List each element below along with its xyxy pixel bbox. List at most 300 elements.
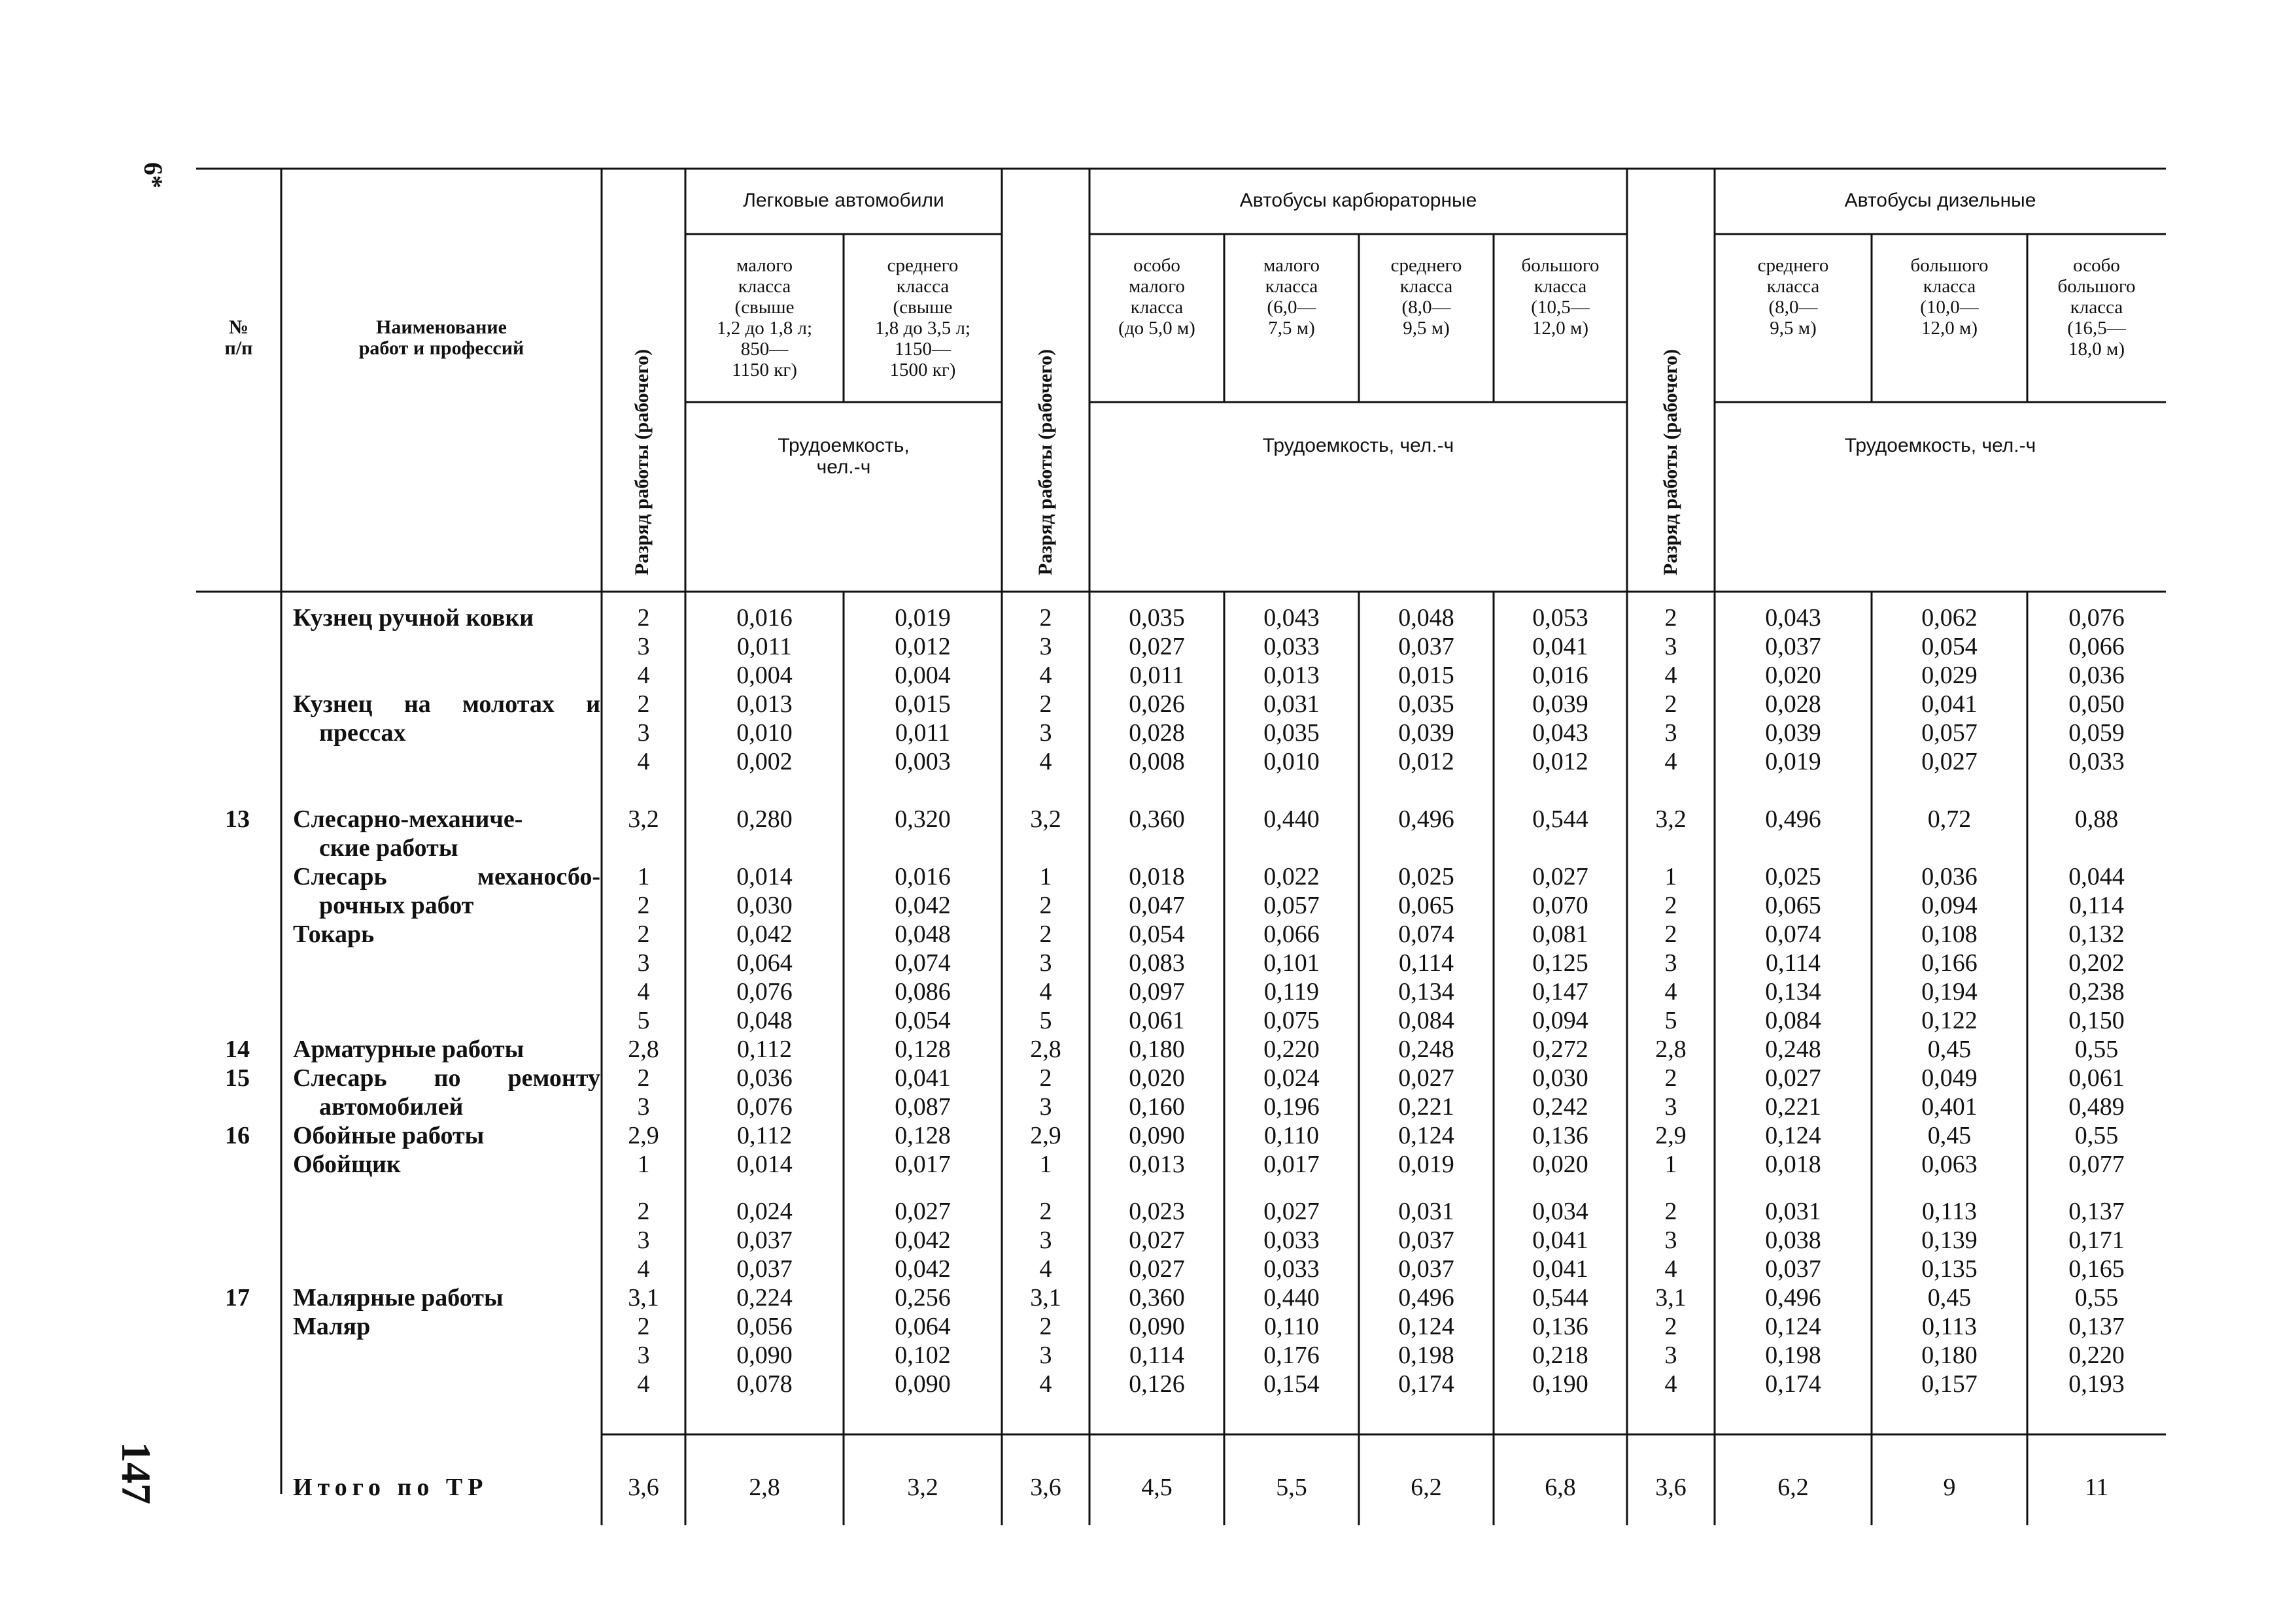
table-row <box>196 920 2166 949</box>
row-number: 16 <box>225 1122 250 1149</box>
row-cell-c-0: 0,076 <box>736 1093 793 1121</box>
row-cell-b-0: 0,090 <box>1129 1313 1185 1340</box>
row-cell-b-3: 0,544 <box>1532 805 1588 833</box>
row-cell-d-0: 0,174 <box>1765 1370 1821 1398</box>
row-cell-b-1: 0,033 <box>1263 1255 1320 1283</box>
table-row <box>196 661 2166 690</box>
row-cell-b-3: 0,034 <box>1532 1198 1588 1225</box>
row-cell-b-0: 0,008 <box>1129 748 1185 775</box>
row-cell-d-1: 0,113 <box>1921 1313 1978 1340</box>
row-cell-b-1: 0,027 <box>1263 1198 1320 1225</box>
row-cell-d-2: 0,044 <box>2068 863 2125 890</box>
row-cell-c-1: 0,016 <box>895 863 951 890</box>
row-cell-b-2: 0,037 <box>1398 1255 1454 1283</box>
row-work-name: рочных работ <box>319 892 474 919</box>
row-cell-d-0: 0,496 <box>1765 1284 1821 1311</box>
row-cell-d-1: 0,108 <box>1921 921 1978 948</box>
row-cell-g1: 1 <box>637 863 650 890</box>
row-cell-b-1: 0,154 <box>1263 1370 1320 1398</box>
row-cell-b-1: 0,440 <box>1263 1284 1320 1311</box>
row-cell-b-2: 0,074 <box>1398 921 1454 948</box>
row-cell-c-1: 0,102 <box>895 1342 951 1369</box>
row-cell-b-0: 0,090 <box>1129 1122 1185 1149</box>
row-work-name: Слесарь по ремонту <box>293 1064 600 1092</box>
row-cell-c-0: 0,037 <box>736 1255 793 1283</box>
row-cell-g3: 1 <box>1664 1151 1677 1178</box>
row-cell-c-0: 0,014 <box>736 1151 793 1178</box>
row-cell-d-1: 0,45 <box>1927 1036 1972 1063</box>
header-grade-col-cars: Разряд работы (рабочего) <box>631 348 653 575</box>
row-cell-g2: 1 <box>1039 1151 1052 1178</box>
row-cell-c-1: 0,128 <box>895 1122 951 1149</box>
row-cell-g1: 3 <box>637 949 650 977</box>
row-cell-d-0: 0,496 <box>1765 805 1821 833</box>
row-cell-b-2: 0,025 <box>1398 863 1454 890</box>
row-cell-b-3: 0,081 <box>1532 921 1588 948</box>
row-cell-b-2: 0,134 <box>1398 978 1454 1006</box>
header-sub-diesel-medium: среднего класса (8,0— 9,5 м) <box>1757 255 1829 339</box>
row-cell-g1: 2 <box>637 690 650 718</box>
row-cell-g2: 3,2 <box>1030 805 1061 833</box>
table-row <box>196 1370 2166 1398</box>
header-labor-cars: Трудоемкость, чел.-ч <box>778 435 910 478</box>
row-cell-c-1: 0,090 <box>895 1370 951 1398</box>
row-work-name: Арматурные работы <box>293 1036 524 1063</box>
row-cell-d-2: 0,076 <box>2068 604 2125 632</box>
row-cell-b-0: 0,027 <box>1129 1226 1185 1254</box>
row-cell-b-0: 0,013 <box>1129 1151 1185 1178</box>
row-cell-d-2: 0,033 <box>2068 748 2125 775</box>
row-cell-b-2: 0,174 <box>1398 1370 1454 1398</box>
table-row <box>196 977 2166 1006</box>
row-cell-b-0: 0,018 <box>1129 863 1185 890</box>
row-cell-g2: 2 <box>1039 604 1052 632</box>
row-cell-d-2: 0,165 <box>2068 1255 2125 1283</box>
row-cell-b-1: 0,220 <box>1263 1036 1320 1063</box>
row-cell-d-2: 0,132 <box>2068 921 2125 948</box>
row-cell-b-1: 0,440 <box>1263 805 1320 833</box>
row-work-name: Кузнец ручной ковки <box>293 604 534 632</box>
row-cell-g3: 2 <box>1664 690 1677 718</box>
row-work-name: прессах <box>319 719 406 747</box>
row-cell-d-0: 0,248 <box>1765 1036 1821 1063</box>
header-labor-diesel: Трудоемкость, чел.-ч <box>1844 435 2036 456</box>
row-work-name: Обойщик <box>293 1151 401 1178</box>
table-row <box>196 1197 2166 1226</box>
row-cell-g1: 3,2 <box>628 805 659 833</box>
row-work-name: ские работы <box>319 834 458 862</box>
row-cell-g3: 4 <box>1664 1255 1677 1283</box>
total-row <box>196 1473 2166 1502</box>
row-cell-b-2: 0,019 <box>1398 1151 1454 1178</box>
row-cell-g3: 2 <box>1664 1064 1677 1092</box>
header-sub-diesel-large: большого класса (10,0— 12,0 м) <box>1910 255 1989 339</box>
row-cell-b-0: 4,5 <box>1141 1474 1173 1501</box>
row-cell-c-0: 0,064 <box>736 949 793 977</box>
row-cell-g2: 4 <box>1039 748 1052 775</box>
row-cell-c-0: 0,014 <box>736 863 793 890</box>
row-cell-g3: 3 <box>1664 719 1677 747</box>
row-cell-d-1: 0,194 <box>1921 978 1978 1006</box>
table-row <box>196 719 2166 747</box>
row-cell-b-0: 0,083 <box>1129 949 1185 977</box>
row-cell-d-1: 0,029 <box>1921 662 1978 689</box>
table-row <box>196 1035 2166 1064</box>
row-cell-c-1: 0,042 <box>895 1255 951 1283</box>
row-cell-g3: 2,8 <box>1655 1036 1687 1063</box>
labor-table <box>196 167 2166 1525</box>
row-cell-b-2: 0,065 <box>1398 892 1454 919</box>
row-cell-c-1: 3,2 <box>907 1474 938 1501</box>
row-work-name: Итого по ТР <box>293 1474 488 1501</box>
row-cell-c-1: 0,042 <box>895 1226 951 1254</box>
row-cell-b-2: 0,198 <box>1398 1342 1454 1369</box>
row-cell-c-0: 0,224 <box>736 1284 793 1311</box>
header-bus-diesel-group: Автобусы дизельные <box>1844 190 2036 211</box>
row-cell-b-0: 0,061 <box>1129 1007 1185 1034</box>
row-cell-b-1: 5,5 <box>1276 1474 1307 1501</box>
row-cell-g2: 3 <box>1039 949 1052 977</box>
row-cell-g1: 2 <box>637 604 650 632</box>
row-cell-c-1: 0,054 <box>895 1007 951 1034</box>
row-cell-d-0: 0,018 <box>1765 1151 1821 1178</box>
row-cell-g3: 3,2 <box>1655 805 1687 833</box>
row-cell-c-0: 0,002 <box>736 748 793 775</box>
table-row <box>196 1092 2166 1121</box>
row-cell-b-2: 0,037 <box>1398 1226 1454 1254</box>
row-cell-d-1: 0,036 <box>1921 863 1978 890</box>
table-row <box>196 1226 2166 1255</box>
table-row <box>196 1283 2166 1312</box>
row-cell-d-0: 0,039 <box>1765 719 1821 747</box>
row-cell-b-0: 0,023 <box>1129 1198 1185 1225</box>
row-cell-c-1: 0,064 <box>895 1313 951 1340</box>
row-cell-b-1: 0,024 <box>1263 1064 1320 1092</box>
row-cell-g1: 2,9 <box>628 1122 659 1149</box>
table-row <box>196 1255 2166 1283</box>
row-cell-c-1: 0,041 <box>895 1064 951 1092</box>
row-cell-b-2: 0,496 <box>1398 805 1454 833</box>
row-cell-g1: 2 <box>637 1313 650 1340</box>
row-cell-c-0: 0,056 <box>736 1313 793 1340</box>
row-cell-g1: 2 <box>637 921 650 948</box>
table-row <box>196 862 2166 891</box>
row-cell-d-0: 0,028 <box>1765 690 1821 718</box>
row-cell-g1: 3 <box>637 1093 650 1121</box>
table-row <box>196 1312 2166 1341</box>
row-cell-b-2: 0,039 <box>1398 719 1454 747</box>
row-cell-g1: 3 <box>637 1226 650 1254</box>
row-cell-b-2: 0,114 <box>1398 949 1454 977</box>
row-cell-g3: 3 <box>1664 1093 1677 1121</box>
row-cell-d-1: 0,057 <box>1921 719 1978 747</box>
header-labor-carb: Трудоемкость, чел.-ч <box>1262 435 1454 456</box>
row-cell-b-3: 0,544 <box>1532 1284 1588 1311</box>
row-work-name: Маляр <box>293 1313 371 1340</box>
row-cell-b-1: 0,176 <box>1263 1342 1320 1369</box>
row-cell-c-1: 0,256 <box>895 1284 951 1311</box>
row-cell-d-2: 0,55 <box>2074 1036 2119 1063</box>
row-cell-d-2: 0,55 <box>2074 1284 2119 1311</box>
row-cell-d-2: 11 <box>2084 1474 2109 1501</box>
table-row <box>196 834 2166 862</box>
row-cell-d-1: 0,027 <box>1921 748 1978 775</box>
row-work-name: Малярные работы <box>293 1284 504 1311</box>
row-cell-c-0: 0,112 <box>736 1036 793 1063</box>
row-cell-g3: 4 <box>1664 978 1677 1006</box>
header-sub-carb-extra-small: особо малого класса (до 5,0 м) <box>1118 255 1195 339</box>
row-cell-b-2: 0,496 <box>1398 1284 1454 1311</box>
row-cell-d-1: 0,049 <box>1921 1064 1978 1092</box>
row-cell-b-2: 0,031 <box>1398 1198 1454 1225</box>
row-cell-g3: 3,1 <box>1655 1284 1687 1311</box>
row-cell-d-2: 0,050 <box>2068 690 2125 718</box>
table-row <box>196 603 2166 632</box>
header-sub-carb-large: большого класса (10,5— 12,0 м) <box>1521 255 1600 339</box>
row-cell-g2: 2 <box>1039 1198 1052 1225</box>
row-cell-b-0: 0,360 <box>1129 805 1185 833</box>
row-cell-b-3: 0,012 <box>1532 748 1588 775</box>
row-cell-d-0: 0,025 <box>1765 863 1821 890</box>
row-cell-b-2: 0,048 <box>1398 604 1454 632</box>
row-cell-b-1: 0,196 <box>1263 1093 1320 1121</box>
row-cell-g2: 2,8 <box>1030 1036 1061 1063</box>
row-cell-c-1: 0,012 <box>895 633 951 660</box>
row-cell-b-2: 0,084 <box>1398 1007 1454 1034</box>
row-cell-b-2: 0,124 <box>1398 1313 1454 1340</box>
table-row <box>196 1341 2166 1370</box>
row-cell-d-2: 0,137 <box>2068 1198 2125 1225</box>
row-cell-b-2: 6,2 <box>1411 1474 1442 1501</box>
row-cell-g2: 5 <box>1039 1007 1052 1034</box>
row-cell-g3: 2 <box>1664 1313 1677 1340</box>
row-cell-g1: 2 <box>637 892 650 919</box>
row-cell-d-2: 0,077 <box>2068 1151 2125 1178</box>
row-cell-g1: 3 <box>637 1342 650 1369</box>
row-cell-d-2: 0,55 <box>2074 1122 2119 1149</box>
row-cell-d-0: 0,031 <box>1765 1198 1821 1225</box>
row-cell-g1: 3 <box>637 633 650 660</box>
row-cell-c-0: 0,024 <box>736 1198 793 1225</box>
row-cell-b-0: 0,097 <box>1129 978 1185 1006</box>
row-cell-g1: 4 <box>637 1255 650 1283</box>
row-cell-d-2: 0,220 <box>2068 1342 2125 1369</box>
table-row <box>196 1121 2166 1150</box>
row-cell-b-2: 0,012 <box>1398 748 1454 775</box>
row-cell-b-1: 0,119 <box>1263 978 1320 1006</box>
row-cell-b-3: 0,147 <box>1532 978 1588 1006</box>
row-cell-d-1: 9 <box>1943 1474 1956 1501</box>
row-cell-d-0: 0,043 <box>1765 604 1821 632</box>
row-cell-g3: 4 <box>1664 1370 1677 1398</box>
row-cell-g1: 4 <box>637 1370 650 1398</box>
row-cell-d-1: 0,094 <box>1921 892 1978 919</box>
row-cell-g1: 1 <box>637 1151 650 1178</box>
row-cell-b-3: 0,094 <box>1532 1007 1588 1034</box>
row-cell-b-2: 0,248 <box>1398 1036 1454 1063</box>
row-cell-b-1: 0,110 <box>1263 1313 1320 1340</box>
row-cell-b-3: 0,053 <box>1532 604 1588 632</box>
row-cell-d-1: 0,401 <box>1921 1093 1978 1121</box>
page-number: 147 <box>113 1442 160 1504</box>
row-cell-d-0: 0,124 <box>1765 1122 1821 1149</box>
row-cell-g2: 2 <box>1039 690 1052 718</box>
header-sub-diesel-extra-large: особо большого класса (16,5— 18,0 м) <box>2057 255 2136 360</box>
row-cell-g2: 3 <box>1039 633 1052 660</box>
row-cell-d-0: 0,134 <box>1765 978 1821 1006</box>
row-cell-d-2: 0,171 <box>2068 1226 2125 1254</box>
row-work-name: Кузнец на молотах и <box>293 690 600 718</box>
row-cell-c-1: 0,086 <box>895 978 951 1006</box>
row-cell-b-3: 0,041 <box>1532 1226 1588 1254</box>
row-cell-g1: 3,6 <box>628 1474 659 1501</box>
row-cell-d-2: 0,059 <box>2068 719 2125 747</box>
row-cell-c-1: 0,003 <box>895 748 951 775</box>
row-cell-c-1: 0,011 <box>895 719 951 747</box>
row-cell-c-0: 0,112 <box>736 1122 793 1149</box>
row-cell-g1: 2 <box>637 1064 650 1092</box>
row-cell-g2: 4 <box>1039 662 1052 689</box>
row-cell-g3: 2,9 <box>1655 1122 1687 1149</box>
row-cell-c-0: 0,030 <box>736 892 793 919</box>
row-cell-b-3: 0,190 <box>1532 1370 1588 1398</box>
row-cell-b-1: 0,033 <box>1263 633 1320 660</box>
row-number: 14 <box>225 1036 250 1063</box>
row-cell-b-2: 0,027 <box>1398 1064 1454 1092</box>
row-cell-b-1: 0,075 <box>1263 1007 1320 1034</box>
row-cell-b-1: 0,031 <box>1263 690 1320 718</box>
row-cell-d-2: 0,066 <box>2068 633 2125 660</box>
row-cell-c-0: 0,036 <box>736 1064 793 1092</box>
row-cell-b-1: 0,110 <box>1263 1122 1320 1149</box>
row-cell-c-0: 0,037 <box>736 1226 793 1254</box>
row-number: 15 <box>225 1064 250 1092</box>
row-cell-g2: 4 <box>1039 1255 1052 1283</box>
row-cell-g3: 2 <box>1664 604 1677 632</box>
row-cell-b-0: 0,027 <box>1129 633 1185 660</box>
row-cell-c-1: 0,048 <box>895 921 951 948</box>
row-cell-g1: 3 <box>637 719 650 747</box>
row-cell-c-0: 2,8 <box>749 1474 780 1501</box>
row-cell-b-0: 0,160 <box>1129 1093 1185 1121</box>
row-cell-b-3: 0,020 <box>1532 1151 1588 1178</box>
table-row <box>196 690 2166 719</box>
row-cell-b-3: 0,041 <box>1532 633 1588 660</box>
row-cell-b-0: 0,047 <box>1129 892 1185 919</box>
table-row <box>196 1150 2166 1179</box>
row-cell-c-1: 0,320 <box>895 805 951 833</box>
row-cell-b-3: 0,043 <box>1532 719 1588 747</box>
row-cell-g3: 4 <box>1664 662 1677 689</box>
row-cell-d-0: 0,065 <box>1765 892 1821 919</box>
row-cell-c-0: 0,078 <box>736 1370 793 1398</box>
row-cell-g2: 3 <box>1039 1093 1052 1121</box>
row-cell-d-1: 0,72 <box>1927 805 1972 833</box>
table-row <box>196 747 2166 776</box>
row-cell-g3: 2 <box>1664 1198 1677 1225</box>
row-cell-b-2: 0,035 <box>1398 690 1454 718</box>
row-cell-d-1: 0,041 <box>1921 690 1978 718</box>
table-row <box>196 1006 2166 1035</box>
row-cell-d-0: 0,027 <box>1765 1064 1821 1092</box>
header-sub-cars-medium: среднего класса (свыше 1,8 до 3,5 л; 1150— 1500 кг) <box>874 255 971 381</box>
row-cell-b-2: 0,221 <box>1398 1093 1454 1121</box>
row-cell-g3: 4 <box>1664 748 1677 775</box>
row-work-name: Слесарь механосбо- <box>293 863 600 890</box>
row-cell-b-3: 6,8 <box>1545 1474 1576 1501</box>
row-cell-g2: 3 <box>1039 719 1052 747</box>
header-sub-carb-small: малого класса (6,0— 7,5 м) <box>1263 255 1320 339</box>
row-cell-b-3: 0,041 <box>1532 1255 1588 1283</box>
row-cell-b-0: 0,126 <box>1129 1370 1185 1398</box>
header-grade-col-carb: Разряд работы (рабочего) <box>1035 348 1056 575</box>
row-work-name: Токарь <box>293 921 375 948</box>
row-cell-d-1: 0,113 <box>1921 1198 1978 1225</box>
row-cell-d-1: 0,157 <box>1921 1370 1978 1398</box>
row-cell-c-0: 0,011 <box>736 633 793 660</box>
table-row <box>196 949 2166 977</box>
row-cell-g3: 5 <box>1664 1007 1677 1034</box>
page-side-label-top: 6* <box>139 162 168 188</box>
row-cell-b-1: 0,033 <box>1263 1226 1320 1254</box>
row-cell-b-3: 0,027 <box>1532 863 1588 890</box>
row-cell-b-3: 0,136 <box>1532 1313 1588 1340</box>
row-cell-g1: 2,8 <box>628 1036 659 1063</box>
row-cell-d-2: 0,193 <box>2068 1370 2125 1398</box>
header-sub-carb-medium: среднего класса (8,0— 9,5 м) <box>1390 255 1462 339</box>
row-cell-d-1: 0,139 <box>1921 1226 1978 1254</box>
row-cell-b-2: 0,015 <box>1398 662 1454 689</box>
row-cell-b-0: 0,026 <box>1129 690 1185 718</box>
row-cell-b-0: 0,011 <box>1129 662 1185 689</box>
row-cell-c-1: 0,027 <box>895 1198 951 1225</box>
row-cell-d-0: 0,074 <box>1765 921 1821 948</box>
row-cell-b-0: 0,114 <box>1129 1342 1185 1369</box>
row-cell-g2: 3,1 <box>1030 1284 1061 1311</box>
row-cell-g2: 2,9 <box>1030 1122 1061 1149</box>
row-cell-d-2: 0,137 <box>2068 1313 2125 1340</box>
row-cell-b-3: 0,016 <box>1532 662 1588 689</box>
row-cell-g3: 1 <box>1664 863 1677 890</box>
header-num-col: № п/п <box>224 316 253 359</box>
row-cell-b-0: 0,180 <box>1129 1036 1185 1063</box>
row-cell-d-0: 0,084 <box>1765 1007 1821 1034</box>
row-cell-g2: 3 <box>1039 1226 1052 1254</box>
row-cell-b-0: 0,054 <box>1129 921 1185 948</box>
row-cell-d-2: 0,489 <box>2068 1093 2125 1121</box>
row-cell-b-1: 0,013 <box>1263 662 1320 689</box>
row-cell-d-0: 0,038 <box>1765 1226 1821 1254</box>
header-cars-group: Легковые автомобили <box>743 190 944 211</box>
row-cell-b-3: 0,070 <box>1532 892 1588 919</box>
row-cell-g1: 4 <box>637 662 650 689</box>
row-cell-b-1: 0,035 <box>1263 719 1320 747</box>
row-work-name: Слесарно-механиче- <box>293 805 523 833</box>
row-cell-g2: 4 <box>1039 978 1052 1006</box>
row-cell-d-2: 0,88 <box>2074 805 2119 833</box>
row-cell-g1: 4 <box>637 978 650 1006</box>
row-cell-b-0: 0,020 <box>1129 1064 1185 1092</box>
row-cell-c-1: 0,017 <box>895 1151 951 1178</box>
row-cell-c-0: 0,013 <box>736 690 793 718</box>
row-cell-d-0: 0,124 <box>1765 1313 1821 1340</box>
row-cell-g2: 3 <box>1039 1342 1052 1369</box>
row-cell-d-1: 0,122 <box>1921 1007 1978 1034</box>
row-cell-c-0: 0,280 <box>736 805 793 833</box>
row-cell-g1: 4 <box>637 748 650 775</box>
row-cell-b-2: 0,124 <box>1398 1122 1454 1149</box>
header-bus-carb-group: Автобусы карбюраторные <box>1239 190 1477 211</box>
